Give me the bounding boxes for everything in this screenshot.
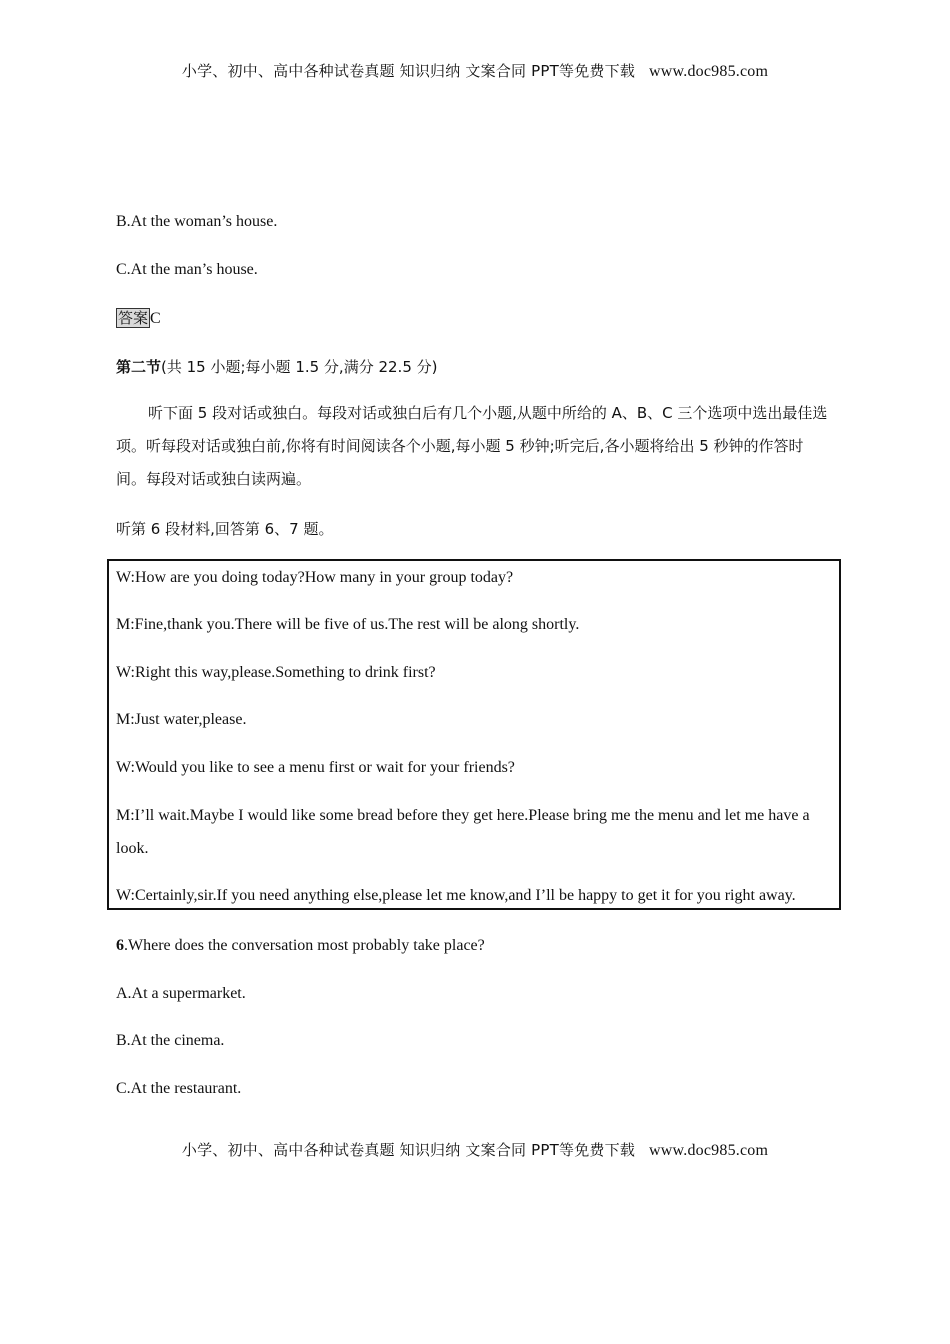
q6-option-b: B.At the cinema. [116, 1032, 225, 1049]
question-number: 6 [116, 937, 124, 954]
dialogue-line: W:Would you like to see a menu first or wait for your friends? [116, 759, 515, 776]
answer-value: C [150, 310, 161, 327]
dialogue-line: W:Certainly,sir.If you need anything else,please let me know,and I’ll be happy to get it for you right away. [116, 887, 796, 904]
section-info: (共 15 小题;每小题 1.5 分,满分 22.5 分) [161, 358, 438, 376]
header-text: 小学、初中、高中各种试卷真题 知识归纳 文案合同 PPT等免费下载 [181, 62, 636, 80]
answer-line [116, 308, 161, 328]
footer-url[interactable]: www.doc985.com [649, 1142, 769, 1159]
page-header [0, 60, 950, 81]
question-text: .Where does the conversation most probably take place? [124, 937, 485, 954]
footer-text: 小学、初中、高中各种试卷真题 知识归纳 文案合同 PPT等免费下载 [181, 1141, 636, 1159]
answer-label: 答案 [118, 309, 149, 327]
dialogue-line: W:Right this way,please.Something to drink first? [116, 664, 436, 681]
material-prompt: 听第 6 段材料,回答第 6、7 题。 [116, 520, 334, 538]
page-footer [0, 1139, 950, 1160]
dialogue-box [107, 559, 841, 910]
section-title: 第二节 [116, 358, 162, 376]
q6-option-c: C.At the restaurant. [116, 1080, 242, 1097]
dialogue-line: W:How are you doing today?How many in your group today? [116, 569, 514, 586]
option-c: C.At the man’s house. [116, 261, 258, 278]
option-b: B.At the woman’s house. [116, 213, 278, 230]
section-instructions: 听下面 5 段对话或独白。每段对话或独白后有几个小题,从题中所给的 A、B、C 三个选项中选出最佳选项。听每段对话或独白前,你将有时间阅读各个小题,每小题 5 秒钟;听完后,各小题将给出 5 秒钟的作答时间。每段对话或独白读两遍。 [116, 404, 828, 488]
dialogue-line: M:I’ll wait.Maybe I would like some bread before they get here.Please bring me the menu and let me have a look. [116, 807, 810, 857]
q6-option-a: A.At a supermarket. [116, 985, 246, 1002]
dialogue-line: M:Fine,thank you.There will be five of us.The rest will be along shortly. [116, 616, 580, 633]
header-url[interactable]: www.doc985.com [649, 63, 769, 80]
section-heading [116, 356, 438, 377]
question-6 [116, 937, 485, 955]
dialogue-line: M:Just water,please. [116, 711, 247, 728]
